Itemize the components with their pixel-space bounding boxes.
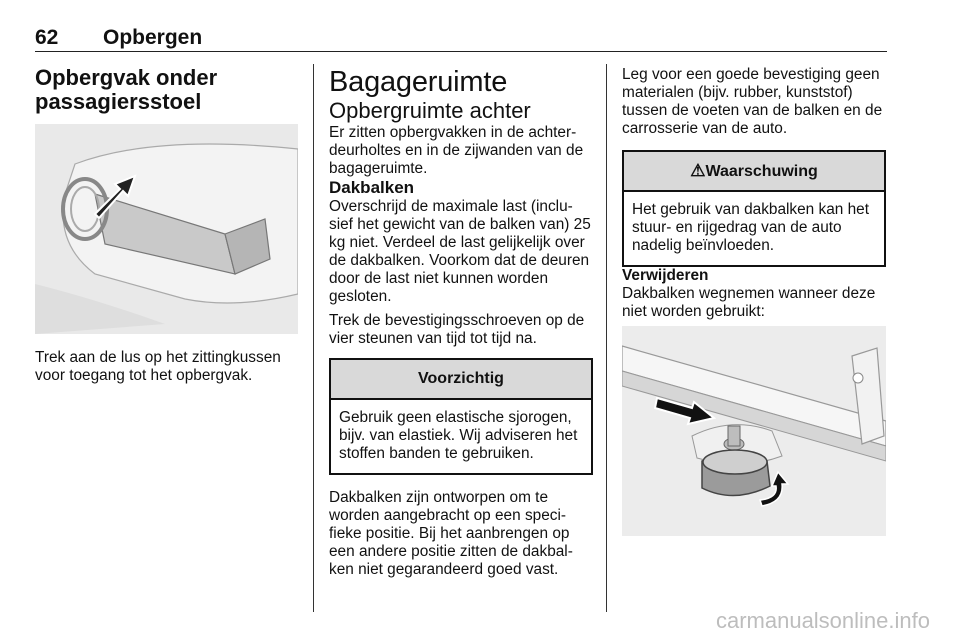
right-paragraph-1: Leg voor een goede bevestiging geen materialen (bijv. rubber, kunststof) tussen de voeten van de balken en de carrosserie van de auto. bbox=[622, 66, 883, 137]
column-divider bbox=[313, 64, 314, 612]
left-title-line2: passagiersstoel bbox=[35, 89, 202, 114]
left-title-line1: Opbergvak onder bbox=[35, 65, 218, 90]
right-column bbox=[622, 66, 886, 321]
warning-header bbox=[624, 152, 884, 192]
remove-heading: Verwijderen bbox=[622, 267, 709, 284]
middle-intro: Er zitten opbergvakken in de achter-deurholtes en in de zijwanden van de bagageruimte. bbox=[329, 124, 584, 177]
watermark: carmanualsonline.info bbox=[715, 608, 930, 633]
column-divider bbox=[606, 64, 607, 612]
warning-text: Het gebruik van dakbalken kan het stuur- en rijgedrag van de auto nadelig beïnvloeden. bbox=[632, 201, 869, 254]
roof-rack-paragraph-2: Trek de bevestigingsschroeven op de vier steunen van tijd tot tijd na. bbox=[329, 312, 585, 347]
middle-column bbox=[329, 66, 593, 579]
page-number: 62 bbox=[35, 26, 59, 49]
caution-title: Voorzichtig bbox=[331, 360, 591, 400]
middle-title: Bagageruimte bbox=[329, 66, 508, 98]
middle-subtitle: Opbergruimte achter bbox=[329, 98, 531, 123]
roof-rack-heading: Dakbalken bbox=[329, 178, 415, 197]
header-rule bbox=[35, 51, 887, 52]
roof-rack-drawing bbox=[622, 326, 886, 536]
left-caption-block bbox=[35, 349, 300, 385]
warning-triangle-icon: ⚠ bbox=[690, 161, 706, 180]
roof-rack-paragraph-3: Dakbalken zijn ontworpen om te worden aangebracht op een speci-fieke positie. Bij het aanbrengen op een andere positie zitten de dakbal-ken niet gegarandeerd goed vast. bbox=[329, 489, 573, 578]
caution-text: Gebruik geen elastische sjorogen, bijv. van elastiek. Wij adviseren het stoffen banden te gebruiken. bbox=[339, 409, 578, 462]
roof-rack-paragraph-1: Overschrijd de maximale last (inclu-sief het gewicht van de balken van) 25 kg niet. Verdeel de last gelijkelijk over de dakbalken. Voorkom dat de deuren door de last niet kunnen worden gesloten. bbox=[329, 198, 591, 305]
seat-storage-illustration bbox=[35, 124, 298, 334]
remove-text: Dakbalken wegnemen wanneer deze niet worden gebruikt: bbox=[622, 285, 876, 320]
section-title: Opbergen bbox=[103, 26, 203, 49]
warning-box bbox=[622, 150, 886, 267]
left-caption: Trek aan de lus op het zittingkussen voor toegang tot het opbergvak. bbox=[35, 349, 281, 384]
caution-box bbox=[329, 358, 593, 475]
warning-title: Waarschuwing bbox=[705, 163, 818, 180]
roof-rack-removal-illustration bbox=[622, 326, 886, 536]
seat-drawing bbox=[35, 124, 298, 334]
page-header bbox=[35, 26, 887, 52]
left-column bbox=[35, 66, 300, 114]
